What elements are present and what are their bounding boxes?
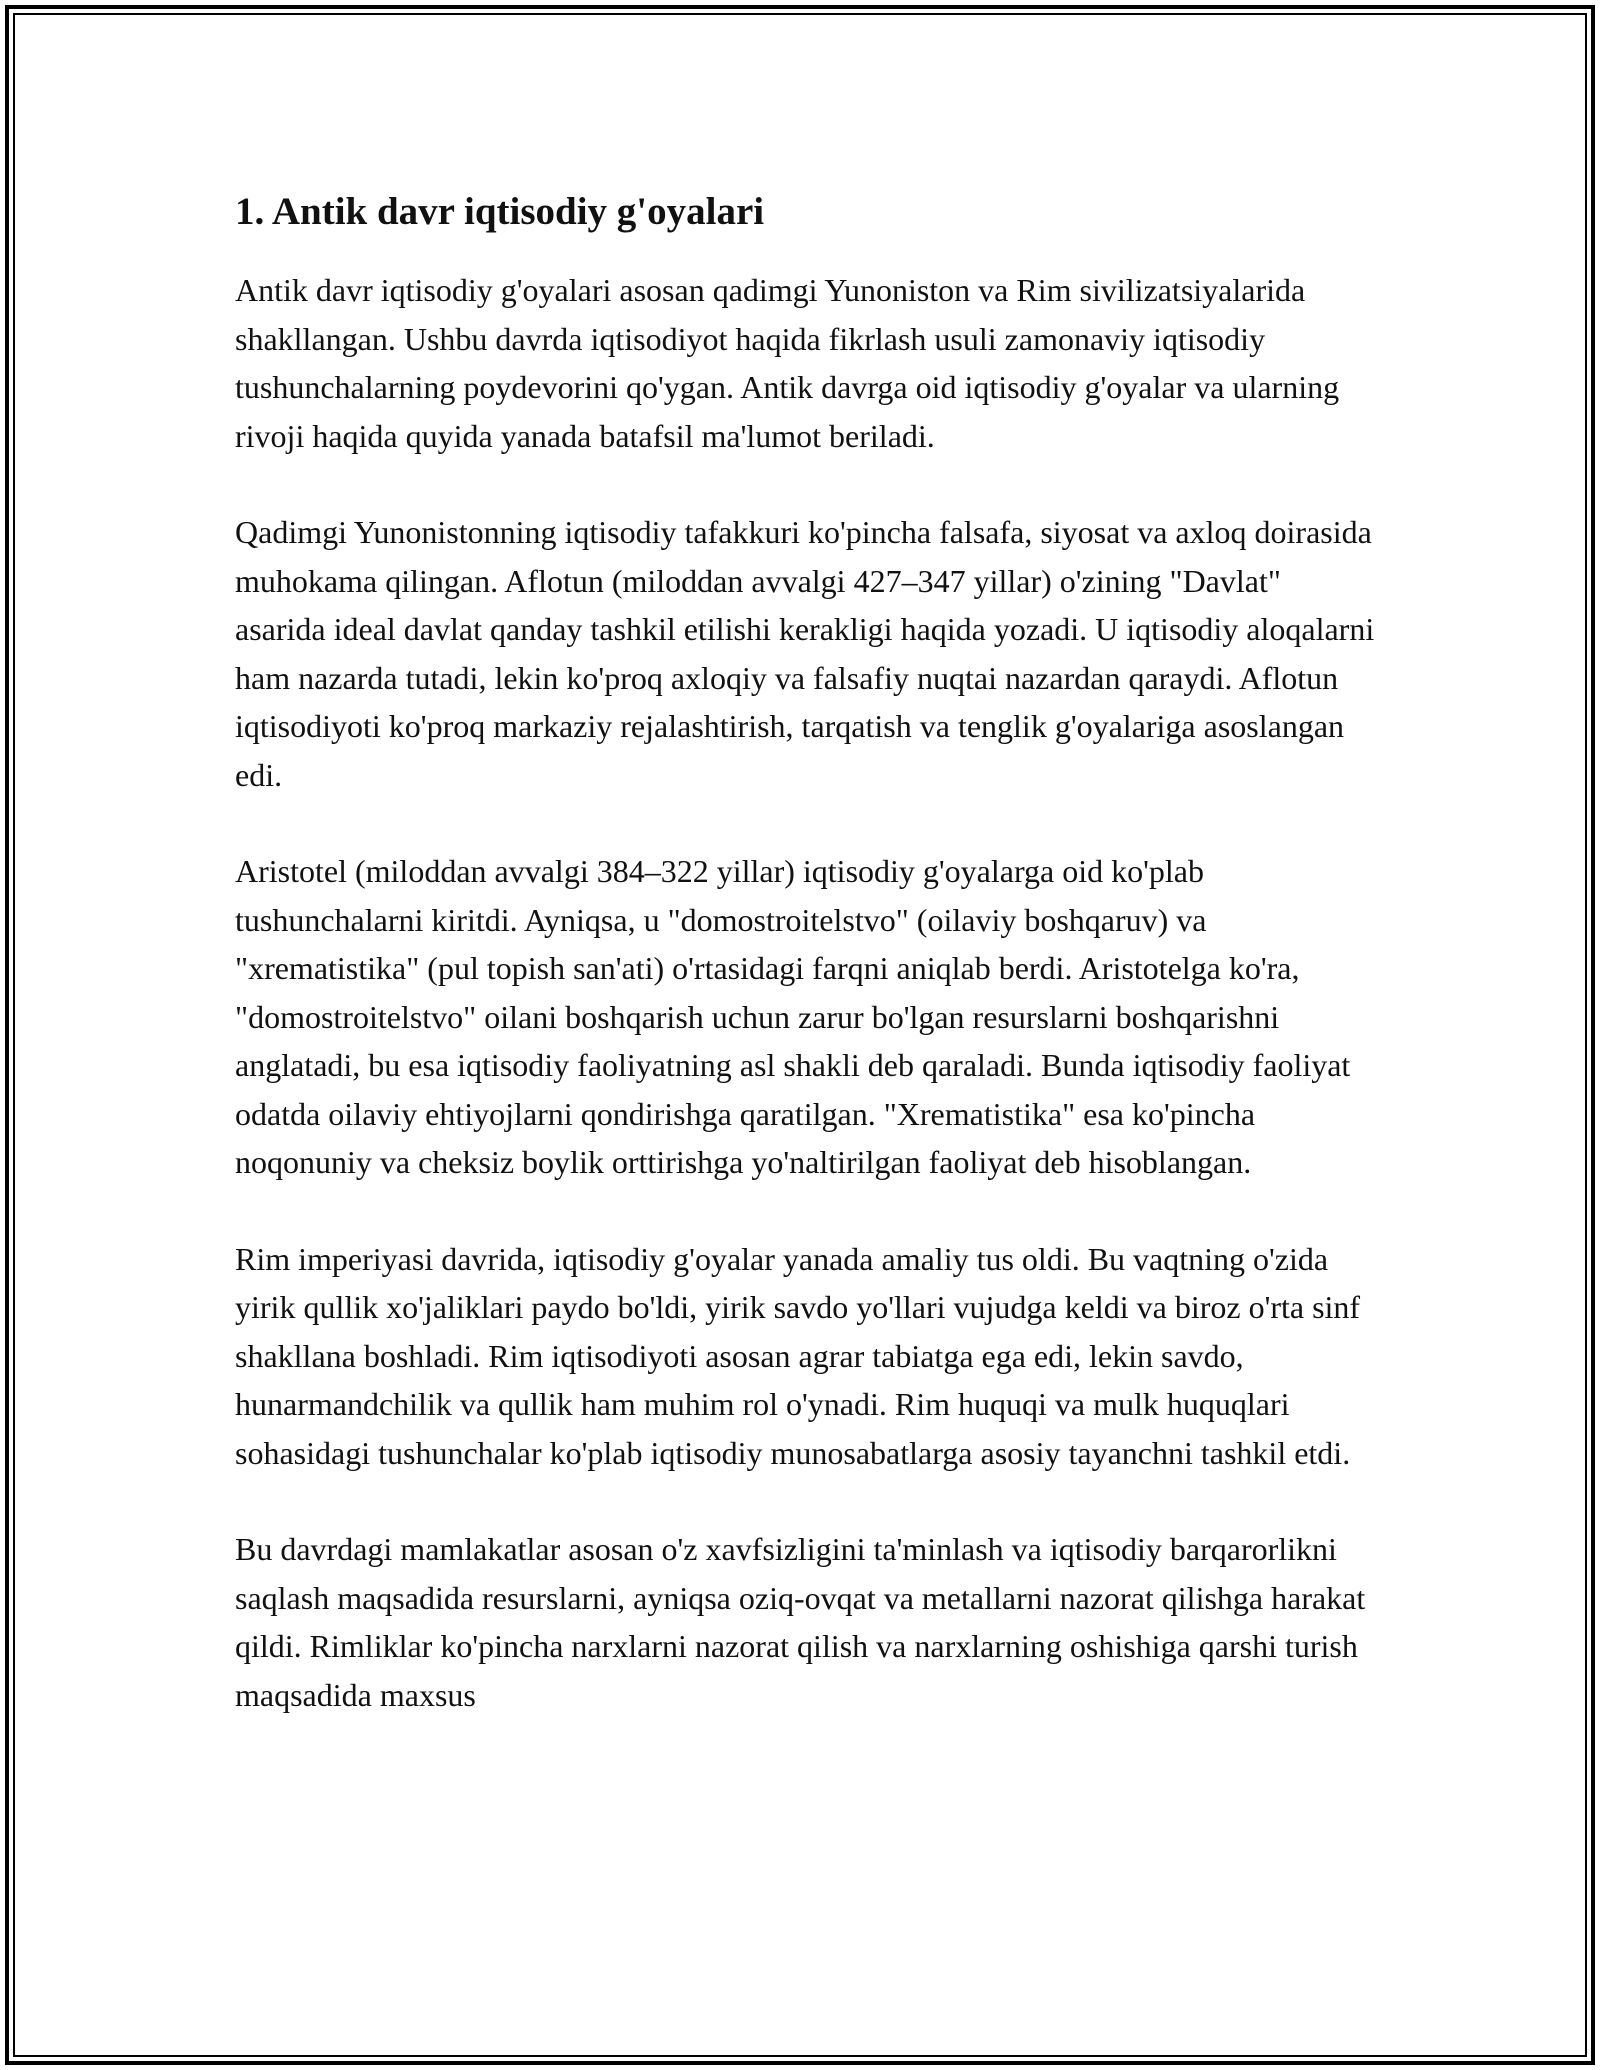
document-content	[235, 186, 1375, 1767]
paragraph-1: Antik davr iqtisodiy g'oyalari asosan qadimgi Yunoniston va Rim sivilizatsiyalarida shakllangan. Ushbu davrda iqtisodiyot haqida fikrlash usuli zamonaviy iqtisodiy tushunchalarning poydevorini qo'ygan. Antik davrga oid iqtisodiy g'oyalar va ularning rivoji haqida quyida yanada batafsil ma'lumot beriladi.	[235, 272, 1340, 454]
section-heading: 1. Antik davr iqtisodiy g'oyalari	[235, 190, 765, 233]
paragraph-3: Aristotel (miloddan avvalgi 384–322 yillar) iqtisodiy g'oyalarga oid ko'plab tushunchalarni kiritdi. Ayniqsa, u "domostroitelstvo" (oilaviy boshqaruv) va "xrematistika" (pul topish san'ati) o'rtasidagi farqni aniqlab berdi. Aristotelga ko'ra, "domostroitelstvo" oilani boshqarish uchun zarur bo'lgan resurslarni boshqarishni anglatadi, bu esa iqtisodiy faoliyatning asl shakli deb qaraladi. Bunda iqtisodiy faoliyat odatda oilaviy ehtiyojlarni qondirishga qaratilgan. "Xrematistika" esa ko'pincha noqonuniy va cheksiz boylik orttirishga yo'naltirilgan faoliyat deb hisoblangan.	[235, 853, 1351, 1180]
paragraph-5: Bu davrdagi mamlakatlar asosan o'z xavfsizligini ta'minlash va iqtisodiy barqarorlikni saqlash maqsadida resurslarni, ayniqsa oziq-ovqat va metallarni nazorat qilishga harakat qildi. Rimliklar ko'pincha narxlarni nazorat qilish va narxlarning oshishiga qarshi turish maqsadida maxsus	[235, 1531, 1366, 1713]
paragraph-2: Qadimgi Yunonistonning iqtisodiy tafakkuri ko'pincha falsafa, siyosat va axloq doirasida muhokama qilingan. Aflotun (miloddan avvalgi 427–347 yillar) o'zining "Davlat" asarida ideal davlat qanday tashkil etilishi kerakligi haqida yozadi. U iqtisodiy aloqalarni ham nazarda tutadi, lekin ko'proq axloqiy va falsafiy nuqtai nazardan qaraydi. Aflotun iqtisodiyoti ko'proq markaziy rejalashtirish, tarqatish va tenglik g'oyalariga asoslangan edi.	[235, 514, 1375, 793]
paragraph-4: Rim imperiyasi davrida, iqtisodiy g'oyalar yanada amaliy tus oldi. Bu vaqtning o'zida yirik qullik xo'jaliklari paydo bo'ldi, yirik savdo yo'llari vujudga keldi va biroz o'rta sinf shakllana boshladi. Rim iqtisodiyoti asosan agrar tabiatga ega edi, lekin savdo, hunarmandchilik va qullik ham muhim rol o'ynadi. Rim huquqi va mulk huquqlari sohasidagi tushunchalar ko'plab iqtisodiy munosabatlarga asosiy tayanchni tashkil etdi.	[235, 1240, 1361, 1471]
